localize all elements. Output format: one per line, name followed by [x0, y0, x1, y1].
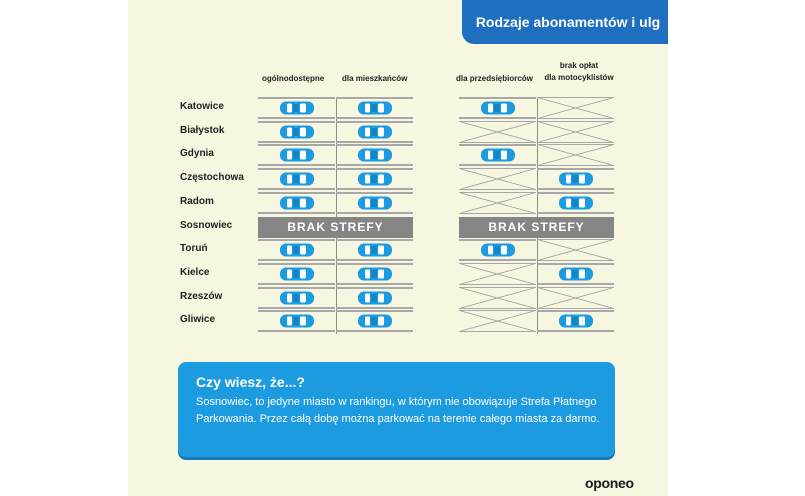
lane-line: [336, 121, 413, 123]
car-icon: [357, 196, 393, 210]
parking-space: [537, 310, 614, 332]
column-header-motorcyclists-line1: brak opłat: [559, 61, 599, 70]
parking-space: [537, 192, 614, 214]
parking-space: [258, 144, 335, 166]
city-label: Radom: [180, 195, 214, 207]
city-label: Częstochowa: [180, 172, 244, 184]
lane-line: [258, 259, 335, 261]
unavailable-cross-icon: [537, 97, 614, 119]
lane-line: [336, 144, 413, 146]
lane-line: [258, 239, 335, 241]
car-icon: [279, 148, 315, 162]
column-header-general: ogólnodostępne: [262, 74, 325, 83]
lane-line: [459, 164, 536, 166]
lane-line: [336, 330, 413, 332]
lane-line: [258, 307, 335, 309]
unavailable-cross-icon: [459, 287, 536, 309]
lane-line: [336, 287, 413, 289]
lane-line: [537, 188, 614, 190]
lane-line: [336, 192, 413, 194]
no-zone-bar: BRAK STREFY: [459, 217, 614, 238]
lane-line: [336, 212, 413, 214]
lane-line: [258, 168, 335, 170]
car-icon: [480, 148, 516, 162]
lane-line: [459, 144, 536, 146]
parking-space: [336, 310, 413, 332]
parking-space: [336, 239, 413, 261]
parking-space: [336, 121, 413, 143]
lane-line: [537, 168, 614, 170]
lane-line: [258, 287, 335, 289]
car-icon: [357, 291, 393, 305]
car-icon: [279, 267, 315, 281]
car-icon: [279, 125, 315, 139]
parking-space: [336, 168, 413, 190]
unavailable-cross-icon: [537, 287, 614, 309]
lane-line: [537, 192, 614, 194]
lane-line: [258, 330, 335, 332]
lane-line: [336, 168, 413, 170]
lane-line: [336, 97, 413, 99]
car-icon: [558, 267, 594, 281]
car-icon: [357, 148, 393, 162]
car-icon: [279, 101, 315, 115]
parking-space: [336, 263, 413, 285]
parking-space: [459, 239, 536, 261]
city-label: Kielce: [180, 266, 210, 278]
car-icon: [480, 101, 516, 115]
lane-line: [336, 239, 413, 241]
lane-line: [459, 239, 536, 241]
lane-line: [537, 330, 614, 332]
lane-line: [258, 141, 335, 143]
unavailable-cross-icon: [459, 310, 536, 332]
lane-line: [258, 117, 335, 119]
car-icon: [357, 172, 393, 186]
car-icon: [558, 172, 594, 186]
car-icon: [357, 243, 393, 257]
unavailable-cross-icon: [537, 144, 614, 166]
city-label: Sosnowiec: [180, 219, 233, 231]
lane-line: [258, 263, 335, 265]
lane-line: [537, 283, 614, 285]
lane-line: [459, 97, 536, 99]
info-box: [178, 362, 615, 457]
city-label: Białystok: [180, 124, 225, 136]
info-text: Sosnowiec, to jedyne miasto w rankingu, w którym nie obowiązuje Strefa Płatnego Parkowania. Przez całą dobę można parkować na terenie całego miasta za darmo.: [196, 396, 600, 425]
parking-space: [336, 144, 413, 166]
lane-line: [258, 164, 335, 166]
lane-line: [459, 259, 536, 261]
car-icon: [279, 196, 315, 210]
car-icon: [558, 196, 594, 210]
lane-line: [336, 259, 413, 261]
lane-line: [336, 164, 413, 166]
car-icon: [279, 291, 315, 305]
car-icon: [357, 125, 393, 139]
city-label: Gdynia: [180, 148, 214, 160]
unavailable-cross-icon: [537, 239, 614, 261]
lane-line: [537, 310, 614, 312]
car-icon: [357, 314, 393, 328]
column-header-motorcyclists-line2: dla motocyklistów: [544, 73, 614, 82]
column-header-residents: dla mieszkańców: [342, 74, 408, 83]
parking-space: [459, 144, 536, 166]
car-icon: [279, 243, 315, 257]
car-icon: [279, 314, 315, 328]
lane-line: [537, 212, 614, 214]
lane-line: [258, 192, 335, 194]
unavailable-cross-icon: [459, 263, 536, 285]
lane-line: [336, 307, 413, 309]
parking-space: [258, 263, 335, 285]
car-icon: [480, 243, 516, 257]
lane-line: [336, 283, 413, 285]
column-header-entrepreneurs: dla przedsiębiorców: [456, 74, 533, 83]
lane-line: [537, 263, 614, 265]
parking-space: [537, 263, 614, 285]
lane-line: [258, 310, 335, 312]
parking-space: [336, 97, 413, 119]
parking-space: [336, 287, 413, 309]
unavailable-cross-icon: [459, 192, 536, 214]
parking-space: [537, 168, 614, 190]
parking-space: [258, 192, 335, 214]
car-icon: [357, 267, 393, 281]
city-label: Katowice: [180, 101, 224, 112]
parking-space: [336, 192, 413, 214]
page-title: Rodzaje abonamentów i ulg: [462, 0, 668, 44]
no-zone-bar: BRAK STREFY: [258, 217, 413, 238]
unavailable-cross-icon: [459, 121, 536, 143]
lane-line: [459, 117, 536, 119]
car-icon: [558, 314, 594, 328]
city-label: Rzeszów: [180, 290, 223, 302]
parking-space: [258, 121, 335, 143]
lane-line: [258, 188, 335, 190]
lane-line: [336, 117, 413, 119]
lane-line: [258, 283, 335, 285]
lane-line: [336, 141, 413, 143]
lane-line: [258, 97, 335, 99]
lane-line: [258, 144, 335, 146]
parking-space: [459, 97, 536, 119]
city-label: Toruń: [180, 243, 208, 255]
oponeo-logo: oponeo: [585, 475, 634, 491]
city-label: Gliwice: [180, 314, 216, 326]
lane-line: [336, 263, 413, 265]
lane-line: [336, 310, 413, 312]
parking-space: [258, 239, 335, 261]
parking-space: [258, 287, 335, 309]
parking-space: [258, 310, 335, 332]
car-icon: [279, 172, 315, 186]
lane-line: [258, 121, 335, 123]
parking-space: [258, 168, 335, 190]
info-title: Czy wiesz, że...?: [196, 374, 305, 390]
unavailable-cross-icon: [459, 168, 536, 190]
car-icon: [357, 101, 393, 115]
parking-space: [258, 97, 335, 119]
unavailable-cross-icon: [537, 121, 614, 143]
lane-line: [258, 212, 335, 214]
lane-line: [336, 188, 413, 190]
column-header-motorcyclists: [540, 61, 618, 82]
